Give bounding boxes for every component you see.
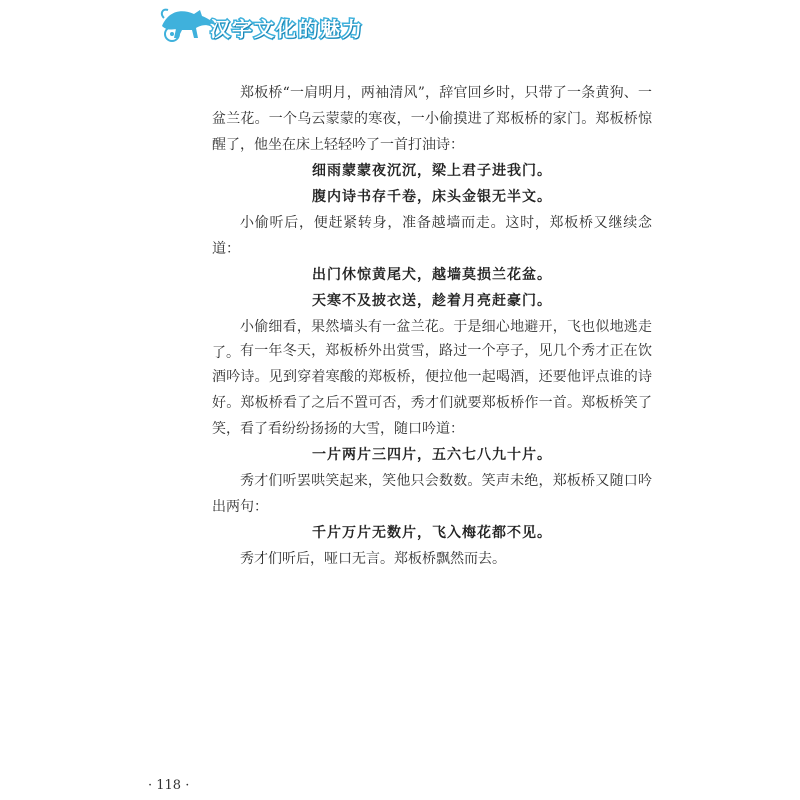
paragraph: 秀才们听后，哑口无言。郑板桥飘然而去。 (240, 551, 506, 567)
poem-line: 天寒不及披衣送，趁着月亮赶豪门。 (312, 293, 552, 309)
poem-line: 出门休惊黄尾犬，越墙莫损兰花盆。 (312, 267, 552, 283)
poem-line: 千片万片无数片，飞入梅花都不见。 (312, 525, 552, 541)
story-snow (212, 338, 652, 572)
story-thief (212, 80, 652, 366)
paragraph: 秀才们听罢哄笑起来，笑他只会数数。笑声未绝，郑板桥又随口吟出两句： (212, 473, 652, 515)
header-title: 汉字文化的魅力 (210, 17, 364, 41)
paragraph: 小偷细看，果然墙头有一盆兰花。于是细心地避开，飞也似地逃走了。 (212, 319, 652, 361)
poem-line: 细雨蒙蒙夜沉沉，梁上君子进我门。 (312, 163, 552, 179)
poem-line: 一片两片三四片，五六七八九十片。 (312, 447, 552, 463)
running-header (160, 4, 380, 44)
page-number: · 118 · (148, 778, 190, 793)
paragraph: 小偷听后，便赶紧转身，准备越墙而走。这时，郑板桥又继续念道： (212, 215, 652, 257)
paragraph: 郑板桥“一肩明月，两袖清风”，辞官回乡时，只带了一条黄狗、一盆兰花。一个乌云蒙蒙的寒夜，一小偷摸进了郑板桥的家门。郑板桥惊醒了，他坐在床上轻轻吟了一首打油诗： (212, 85, 652, 153)
poem-line: 腹内诗书存千卷，床头金银无半文。 (312, 189, 552, 205)
paragraph: 有一年冬天，郑板桥外出赏雪，路过一个亭子，见几个秀才正在饮酒吟诗。见到穿着寒酸的郑板桥，便拉他一起喝酒，还要他评点谁的诗好。郑板桥看了之后不置可否，秀才们就要郑板桥作一首。郑板桥笑了笑，看了看纷纷扬扬的大雪，随口吟道： (212, 343, 652, 437)
